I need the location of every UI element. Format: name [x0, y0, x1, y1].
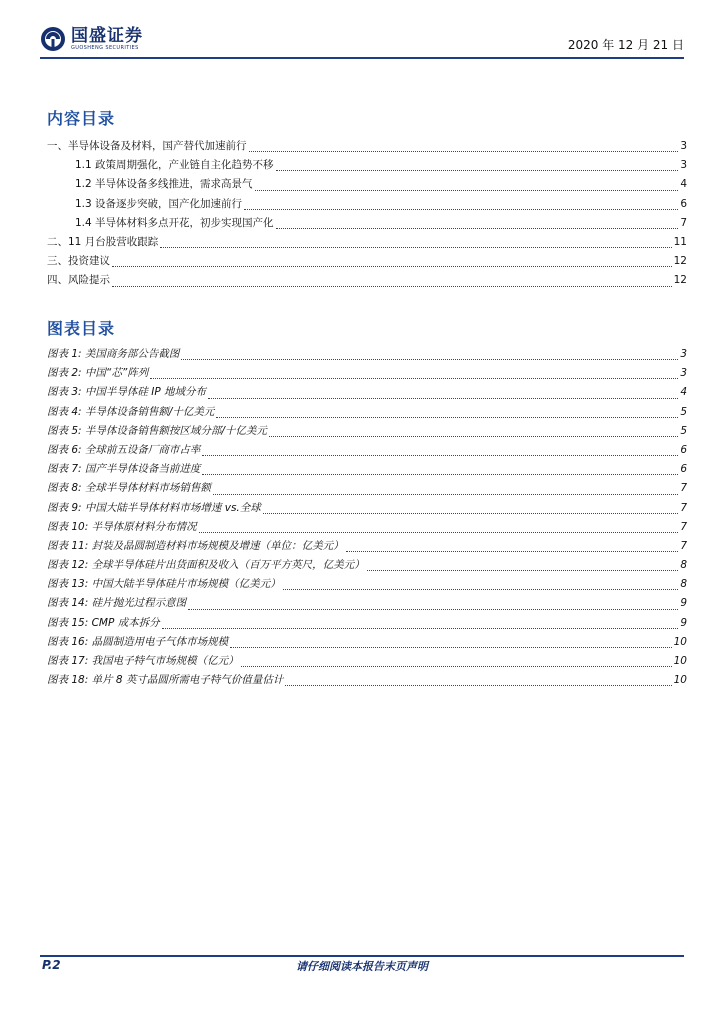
- figure-item-text: 图表 8: 全球半导体材料市场销售额: [47, 482, 211, 495]
- figure-item-text: 图表 16: 晶圆制造用电子气体市场规模: [47, 635, 229, 648]
- toc-item[interactable]: [47, 215, 687, 234]
- dot-leader: [188, 608, 678, 610]
- figure-toc-item[interactable]: [47, 423, 687, 442]
- dot-leader: [285, 684, 671, 686]
- toc-item-page: 12: [673, 255, 687, 268]
- toc-item[interactable]: [47, 234, 687, 253]
- toc-item[interactable]: [47, 253, 687, 272]
- figure-item-text: 图表 6: 全球前五设备厂商市占率: [47, 443, 201, 456]
- figure-item-page: 9: [680, 616, 687, 629]
- header-divider: [40, 57, 684, 59]
- figure-item-text: 图表 5: 半导体设备销售额按区域分部/十亿美元: [47, 424, 267, 437]
- toc-item-page: 11: [673, 235, 687, 248]
- dot-leader: [255, 189, 679, 191]
- figure-item-page: 7: [680, 482, 687, 495]
- figure-item-text: 图表 14: 硅片抛光过程示意图: [47, 597, 187, 610]
- content-toc-title: 内容目录: [47, 109, 116, 128]
- toc-item-text: 1.4 半导体材料多点开花，初步实现国产化: [75, 216, 274, 229]
- figure-toc-item[interactable]: [47, 634, 687, 653]
- figure-item-text: 图表 10: 半导体原材料分布情况: [47, 520, 197, 533]
- brand-logo: [40, 22, 143, 56]
- toc-item[interactable]: [47, 272, 687, 291]
- figure-toc-list: [47, 346, 687, 691]
- dot-leader: [269, 435, 678, 437]
- figure-item-page: 5: [680, 424, 687, 437]
- figure-toc-item[interactable]: [47, 500, 687, 519]
- figure-item-text: 图表 9: 中国大陆半导体材料市场增速 vs.全球: [47, 501, 261, 514]
- figure-item-page: 7: [680, 539, 687, 552]
- toc-item-text: 一、半导体设备及材料，国产替代加速前行: [47, 140, 247, 152]
- dot-leader: [208, 397, 678, 399]
- figure-item-text: 图表 13: 中国大陆半导体硅片市场规模（亿美元）: [47, 578, 281, 591]
- figure-toc-item[interactable]: [47, 615, 687, 634]
- dot-leader: [367, 569, 679, 571]
- dot-leader: [160, 246, 671, 248]
- figure-toc-item[interactable]: [47, 442, 687, 461]
- toc-item-text: 1.2 半导体设备多线推进，需求高景气: [75, 178, 253, 191]
- figure-toc-item[interactable]: [47, 653, 687, 672]
- footer-disclaimer: 请仔细阅读本报告末页声明: [296, 960, 428, 973]
- figure-item-page: 7: [680, 520, 687, 533]
- dot-leader: [263, 512, 679, 514]
- figure-toc-item[interactable]: [47, 595, 687, 614]
- figure-item-page: 5: [680, 405, 687, 418]
- dot-leader: [276, 227, 679, 229]
- dot-leader: [283, 588, 679, 590]
- figure-item-page: 10: [673, 655, 687, 667]
- figure-toc-item[interactable]: [47, 461, 687, 480]
- page-number: P.2: [42, 958, 61, 972]
- content-toc-list: [47, 138, 687, 292]
- toc-item-page: 7: [680, 216, 687, 229]
- dot-leader: [112, 265, 672, 267]
- toc-item-text: 二、11 月台股营收跟踪: [47, 235, 159, 248]
- figure-item-page: 6: [680, 443, 687, 456]
- toc-item[interactable]: [47, 176, 687, 195]
- figure-item-text: 图表 17: 我国电子特气市场规模（亿元）: [47, 655, 239, 667]
- figure-toc-item[interactable]: [47, 480, 687, 499]
- toc-item-text: 1.3 设备逐步突破，国产化加速前行: [75, 197, 243, 210]
- figure-item-text: 图表 18: 单片 8 英寸晶圆所需电子特气价值量估计: [47, 674, 284, 687]
- toc-item[interactable]: [47, 138, 687, 157]
- brand-en-name: GUOSHENG SECURITIES: [71, 44, 139, 51]
- figure-item-page: 4: [680, 386, 687, 399]
- toc-item-page: 4: [680, 178, 687, 191]
- report-date: 2020 年 12 月 21 日: [567, 38, 684, 52]
- figure-item-text: 图表 2: 中国“芯”阵列: [47, 367, 149, 380]
- figure-item-text: 图表 1: 美国商务部公告截图: [47, 348, 180, 360]
- dot-leader: [181, 358, 678, 360]
- dot-leader: [150, 377, 678, 379]
- dot-leader: [241, 665, 672, 667]
- dot-leader: [202, 454, 678, 456]
- dot-leader: [162, 627, 679, 629]
- dot-leader: [244, 208, 678, 210]
- dot-leader: [213, 493, 678, 495]
- toc-item-text: 四、风险提示: [47, 274, 110, 287]
- figure-item-text: 图表 15: CMP 成本拆分: [47, 616, 160, 629]
- figure-toc-item[interactable]: [47, 384, 687, 403]
- toc-item-page: 3: [680, 140, 687, 152]
- toc-item-text: 1.1 政策周期强化，产业链自主化趋势不移: [75, 159, 274, 172]
- dot-leader: [199, 531, 679, 533]
- figure-item-text: 图表 4: 半导体设备销售额/十亿美元: [47, 405, 215, 418]
- toc-item[interactable]: [47, 157, 687, 176]
- dot-leader: [230, 646, 672, 648]
- dot-leader: [249, 150, 679, 152]
- toc-item-page: 6: [680, 197, 687, 210]
- figure-item-page: 7: [680, 501, 687, 514]
- figure-toc-item[interactable]: [47, 346, 687, 365]
- figure-item-text: 图表 11: 封装及晶圆制造材料市场规模及增速（单位：亿美元）: [47, 539, 344, 552]
- figure-item-text: 图表 3: 中国半导体硅 IP 地域分布: [47, 386, 206, 399]
- toc-item-page: 12: [673, 274, 687, 287]
- dot-leader: [216, 416, 678, 418]
- brand-name: 国盛证券: [71, 25, 143, 46]
- figure-toc-item[interactable]: [47, 557, 687, 576]
- dot-leader: [346, 550, 679, 552]
- figure-toc-item[interactable]: [47, 538, 687, 557]
- figure-item-page: 3: [680, 348, 687, 360]
- figure-toc-item[interactable]: [47, 576, 687, 595]
- dot-leader: [276, 169, 679, 171]
- figure-toc-item[interactable]: [47, 672, 687, 691]
- figure-item-page: 8: [680, 559, 687, 572]
- figure-item-page: 9: [680, 597, 687, 610]
- figure-item-text: 图表 12: 全球半导体硅片出货面积及收入（百万平方英尺，亿美元）: [47, 559, 365, 572]
- dot-leader: [202, 473, 678, 475]
- toc-item-page: 3: [680, 159, 687, 172]
- figure-item-text: 图表 7: 国产半导体设备当前进度: [47, 463, 201, 476]
- figure-toc-item[interactable]: [47, 519, 687, 538]
- toc-item[interactable]: [47, 196, 687, 215]
- figure-item-page: 3: [680, 367, 687, 380]
- toc-item-text: 三、投资建议: [47, 255, 110, 268]
- figure-item-page: 10: [673, 635, 687, 648]
- page-header: [40, 22, 684, 56]
- figure-item-page: 8: [680, 578, 687, 591]
- footer-divider: [40, 955, 684, 957]
- figure-toc-title: 图表目录: [47, 319, 116, 338]
- figure-item-page: 10: [673, 674, 687, 687]
- brand-logo-icon: [40, 26, 66, 52]
- dot-leader: [112, 285, 672, 287]
- figure-toc-item[interactable]: [47, 404, 687, 423]
- figure-item-page: 6: [680, 463, 687, 476]
- figure-toc-item[interactable]: [47, 365, 687, 384]
